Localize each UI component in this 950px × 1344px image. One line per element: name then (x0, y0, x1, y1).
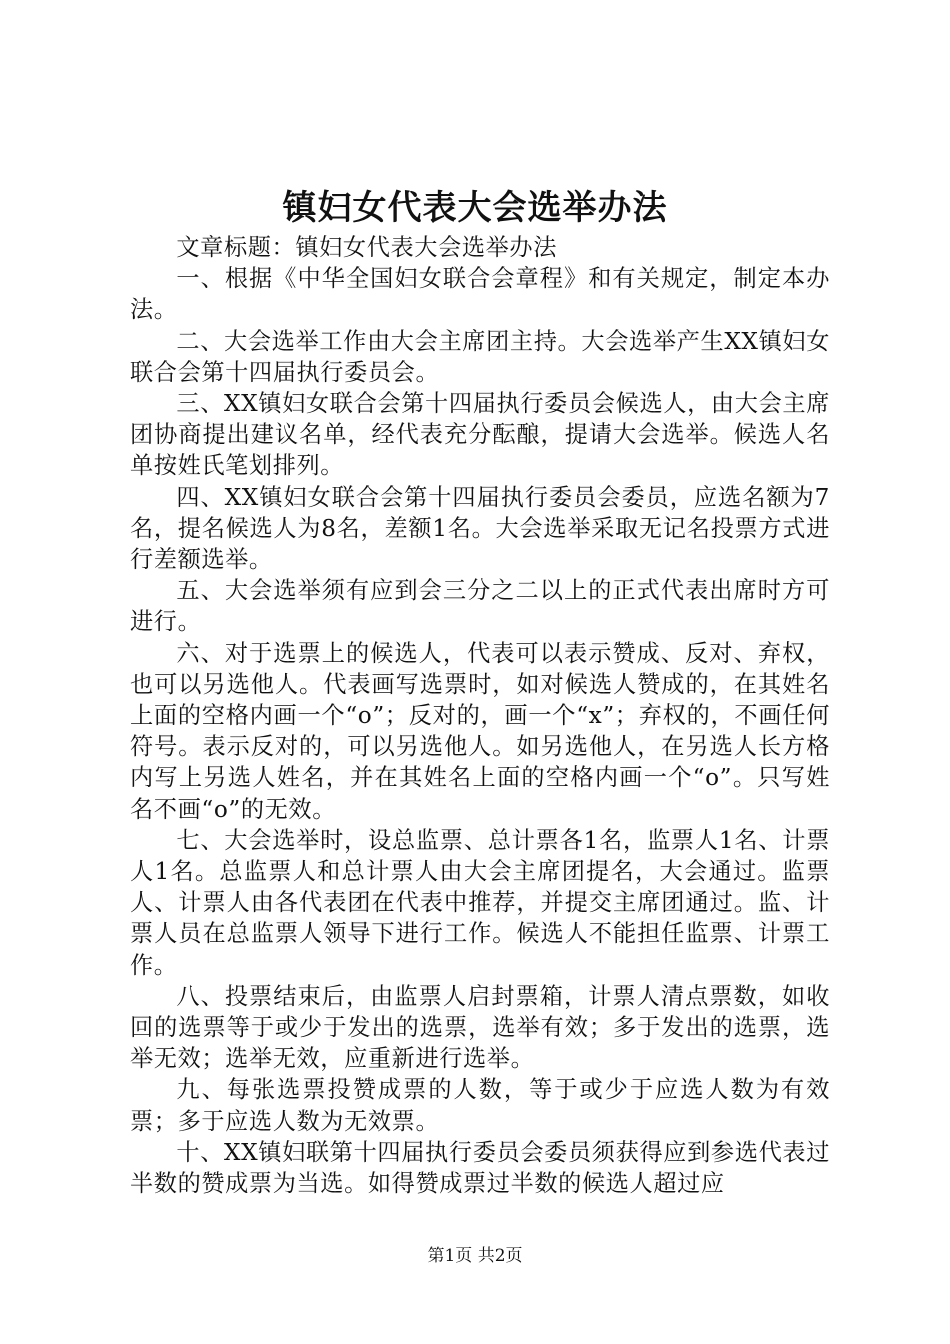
paragraph-9: 九、每张选票投赞成票的人数，等于或少于应选人数为有效票；多于应选人数为无效票。 (130, 1076, 830, 1135)
paragraph-8: 八、投票结束后，由监票人启封票箱，计票人清点票数，如收回的选票等于或少于发出的选票，选举有效；多于发出的选票，选举无效；选举无效，应重新进行选举。 (130, 982, 830, 1073)
paragraph-6: 六、对于选票上的候选人，代表可以表示赞成、反对、弃权，也可以另选他人。代表画写选票时，如对候选人赞成的，在其姓名上面的空格内画一个“o”；反对的，画一个“x”；弃权的，不画任何符号。表示反对的，可以另选他人。如另选他人，在另选人长方格内写上另选人姓名，并在其姓名上面的空格内画一个“o”。只写姓名不画“o”的无效。 (130, 639, 830, 823)
paragraph-10: 十、XX镇妇联第十四届执行委员会委员须获得应到参选代表过半数的赞成票为当选。如得赞成票过半数的候选人超过应 (130, 1138, 830, 1198)
paragraph-4: 四、XX镇妇女联合会第十四届执行委员会委员，应选名额为7名，提名候选人为8名，差额1名。大会选举采取无记名投票方式进行差额选举。 (130, 483, 830, 574)
page-title: 镇妇女代表大会选举办法 (282, 188, 668, 228)
paragraph-2: 二、大会选举工作由大会主席团主持。大会选举产生XX镇妇女联合会第十四届执行委员会。 (130, 327, 830, 386)
paragraph-5: 五、大会选举须有应到会三分之二以上的正式代表出席时方可进行。 (130, 577, 830, 636)
page-number-footer: 第1页 共2页 (427, 1246, 523, 1266)
paragraph-7: 七、大会选举时，设总监票、总计票各1名，监票人1名、计票人1名。总监票人和总计票人由大会主席团提名，大会通过。监票人、计票人由各代表团在代表中推荐，并提交主席团通过。监、计票人员在总监票人领导下进行工作。候选人不能担任监票、计票工作。 (130, 826, 830, 979)
paragraph-1: 一、根据《中华全国妇女联合会章程》和有关规定，制定本办法。 (130, 265, 830, 324)
paragraph-article-title: 文章标题：镇妇女代表大会选举办法 (176, 234, 557, 261)
document-body (130, 232, 830, 1199)
paragraph-3: 三、XX镇妇女联合会第十四届执行委员会候选人，由大会主席团协商提出建议名单，经代表充分酝酿，提请大会选举。候选人名单按姓氏笔划排列。 (130, 390, 830, 480)
